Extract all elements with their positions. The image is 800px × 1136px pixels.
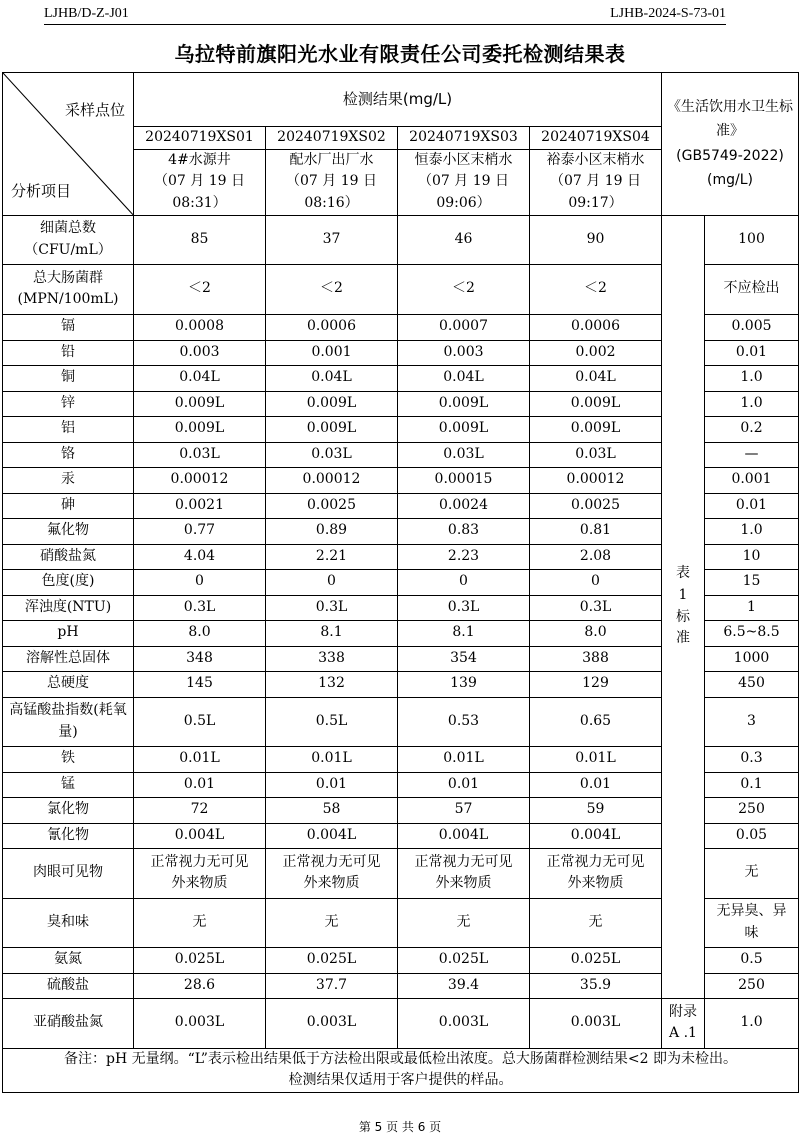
notes-row xyxy=(3,1048,799,1092)
result-value: 0.003 xyxy=(398,340,530,365)
result-value: 0 xyxy=(134,569,266,595)
parameter-name: 溶解性总固体 xyxy=(3,646,134,671)
standard-limit: 10 xyxy=(705,544,799,569)
result-value: 0.025L xyxy=(134,947,266,973)
parameter-name: 铝 xyxy=(3,416,134,442)
result-value: 正常视力无可见外来物质 xyxy=(134,848,266,898)
result-value: 0.5L xyxy=(134,697,266,746)
sample-site-cell xyxy=(398,149,530,215)
result-value: 39.4 xyxy=(398,973,530,998)
parameter-name: 亚硝酸盐氮 xyxy=(3,998,134,1048)
result-value: 0.77 xyxy=(134,518,266,544)
standard-limit: 0.5 xyxy=(705,947,799,973)
standard-limit: 15 xyxy=(705,569,799,595)
sample-time: （07 月 19 日 08:16） xyxy=(286,173,377,212)
result-value: 0.009L xyxy=(530,391,662,416)
standard-limit: 250 xyxy=(705,797,799,823)
result-value: 0.01 xyxy=(266,772,398,797)
result-value: 0.0008 xyxy=(134,314,266,340)
standard-header: 《生活饮用水卫生标准》 (GB5749-2022) (mg/L) xyxy=(662,73,799,216)
sample-site-cell xyxy=(530,149,662,215)
result-value: 145 xyxy=(134,671,266,697)
result-value: 0.03L xyxy=(530,442,662,467)
parameter-name: 肉眼可见物 xyxy=(3,848,134,898)
standard-limit: 0.01 xyxy=(705,340,799,365)
result-value: 正常视力无可见外来物质 xyxy=(266,848,398,898)
result-value: 0.002 xyxy=(530,340,662,365)
result-value: 0.004L xyxy=(398,823,530,848)
parameter-name: 汞 xyxy=(3,467,134,493)
result-value: ＜2 xyxy=(134,264,266,314)
parameter-name: 色度(度) xyxy=(3,569,134,595)
result-value: 4.04 xyxy=(134,544,266,569)
parameter-name: 浑浊度(NTU) xyxy=(3,595,134,620)
result-value: 无 xyxy=(530,898,662,947)
result-value: 0.004L xyxy=(266,823,398,848)
result-value: 0.3L xyxy=(266,595,398,620)
result-value: 139 xyxy=(398,671,530,697)
result-value: 0.009L xyxy=(134,391,266,416)
sample-time: （07 月 19 日 09:06） xyxy=(418,173,509,212)
sample-id: 20240719XS01 xyxy=(134,127,266,150)
standard-limit: 1.0 xyxy=(705,365,799,391)
standard-limit: 0.05 xyxy=(705,823,799,848)
parameter-name: 氨氮 xyxy=(3,947,134,973)
result-value: 0.01 xyxy=(398,772,530,797)
sample-site-cell xyxy=(134,149,266,215)
parameter-name: 臭和味 xyxy=(3,898,134,947)
result-value: 59 xyxy=(530,797,662,823)
result-value: 90 xyxy=(530,215,662,264)
standard-limit: — xyxy=(705,442,799,467)
analysis-item-label: 分析项目 xyxy=(11,181,72,200)
result-value: 0.04L xyxy=(266,365,398,391)
result-value: 0.0021 xyxy=(134,493,266,518)
result-value: 无 xyxy=(398,898,530,947)
report-number: LJHB-2024-S-73-01 xyxy=(610,6,726,21)
result-value: 0.025L xyxy=(530,947,662,973)
result-value: 85 xyxy=(134,215,266,264)
standard-limit: 100 xyxy=(705,215,799,264)
result-value: 0.025L xyxy=(266,947,398,973)
sample-id: 20240719XS04 xyxy=(530,127,662,150)
result-value: 0.003L xyxy=(398,998,530,1048)
parameter-name: 锌 xyxy=(3,391,134,416)
result-value: 0.00012 xyxy=(134,467,266,493)
result-value: 0.01L xyxy=(134,746,266,772)
parameter-name: 总大肠菌群(MPN/100mL) xyxy=(3,264,134,314)
standard-limit: 6.5~8.5 xyxy=(705,620,799,646)
parameter-name: 锰 xyxy=(3,772,134,797)
result-value: ＜2 xyxy=(530,264,662,314)
result-value: 0.0007 xyxy=(398,314,530,340)
standard-limit: 1 xyxy=(705,595,799,620)
note-line: 备注：pH 无量纲。“L”表示检出结果低于方法检出限或最低检出浓度。总大肠菌群检测结果<2 即为未检出。 xyxy=(64,1050,737,1067)
result-value: 0.00012 xyxy=(266,467,398,493)
result-value: 72 xyxy=(134,797,266,823)
parameter-name: 铜 xyxy=(3,365,134,391)
result-value: 0.001 xyxy=(266,340,398,365)
standard-limit: 1.0 xyxy=(705,998,799,1048)
parameter-name: 细菌总数（CFU/mL） xyxy=(3,215,134,264)
sampling-site-label: 采样点位 xyxy=(64,101,125,119)
result-value: 0.5L xyxy=(266,697,398,746)
result-value: 129 xyxy=(530,671,662,697)
result-value: 2.23 xyxy=(398,544,530,569)
parameter-name: 硝酸盐氮 xyxy=(3,544,134,569)
standard-limit: 250 xyxy=(705,973,799,998)
result-value: 0.0006 xyxy=(266,314,398,340)
standard-limit: 3 xyxy=(705,697,799,746)
result-value: 无 xyxy=(266,898,398,947)
result-value: 0.65 xyxy=(530,697,662,746)
standard-limit: 0.01 xyxy=(705,493,799,518)
result-value: 0.04L xyxy=(134,365,266,391)
result-value: 0.03L xyxy=(134,442,266,467)
result-value: 0.83 xyxy=(398,518,530,544)
parameter-name: pH xyxy=(3,620,134,646)
diagonal-header-cell xyxy=(3,73,134,216)
result-value: 0.009L xyxy=(530,416,662,442)
result-value: 0.0025 xyxy=(266,493,398,518)
parameter-name: 铅 xyxy=(3,340,134,365)
sample-site: 4#水源井 xyxy=(168,151,231,168)
result-value: 8.1 xyxy=(398,620,530,646)
standard-reference: 表 1 标准 xyxy=(662,215,705,998)
result-value: 0.003 xyxy=(134,340,266,365)
result-value: 0.004L xyxy=(134,823,266,848)
result-value: ＜2 xyxy=(266,264,398,314)
standard-limit: 450 xyxy=(705,671,799,697)
standard-reference-appendix: 附录 A .1 xyxy=(662,998,705,1048)
result-value: 0.00015 xyxy=(398,467,530,493)
result-value: 0.0025 xyxy=(530,493,662,518)
result-value: 0.89 xyxy=(266,518,398,544)
sample-time: （07 月 19 日 08:31） xyxy=(154,173,245,212)
parameter-name: 总硬度 xyxy=(3,671,134,697)
result-value: 0.04L xyxy=(398,365,530,391)
result-value: 0 xyxy=(530,569,662,595)
result-value: 354 xyxy=(398,646,530,671)
result-value: 0.003L xyxy=(134,998,266,1048)
standard-limit: 0.001 xyxy=(705,467,799,493)
standard-limit: 无异臭、异味 xyxy=(705,898,799,947)
result-value: 58 xyxy=(266,797,398,823)
standard-limit: 无 xyxy=(705,848,799,898)
result-value: 0.025L xyxy=(398,947,530,973)
result-value: 0.01L xyxy=(530,746,662,772)
result-value: 2.21 xyxy=(266,544,398,569)
result-value: 132 xyxy=(266,671,398,697)
standard-limit: 1.0 xyxy=(705,391,799,416)
result-value: 0.003L xyxy=(266,998,398,1048)
standard-limit: 1.0 xyxy=(705,518,799,544)
result-value: ＜2 xyxy=(398,264,530,314)
result-value: 0.3L xyxy=(398,595,530,620)
result-value: 8.0 xyxy=(134,620,266,646)
sample-site: 恒泰小区末梢水 xyxy=(414,151,513,168)
result-value: 0.01L xyxy=(398,746,530,772)
result-value: 0.01L xyxy=(266,746,398,772)
header-rule xyxy=(44,24,726,25)
result-value: 0.0006 xyxy=(530,314,662,340)
result-value: 0.3L xyxy=(134,595,266,620)
parameter-name: 铬 xyxy=(3,442,134,467)
parameter-name: 硫酸盐 xyxy=(3,973,134,998)
result-value: 无 xyxy=(134,898,266,947)
result-value: 0.009L xyxy=(266,391,398,416)
result-value: 388 xyxy=(530,646,662,671)
result-value: 338 xyxy=(266,646,398,671)
parameter-name: 铁 xyxy=(3,746,134,772)
sample-site: 裕泰小区末梢水 xyxy=(546,151,645,168)
result-value: 37 xyxy=(266,215,398,264)
result-value: 57 xyxy=(398,797,530,823)
parameter-name: 镉 xyxy=(3,314,134,340)
standard-limit: 不应检出 xyxy=(705,264,799,314)
result-value: 28.6 xyxy=(134,973,266,998)
standard-limit: 0.2 xyxy=(705,416,799,442)
result-value: 0.3L xyxy=(530,595,662,620)
result-value: 0.03L xyxy=(266,442,398,467)
page-title: 乌拉特前旗阳光水业有限责任公司委托检测结果表 xyxy=(174,42,626,66)
parameter-name: 高锰酸盐指数(耗氧量) xyxy=(3,697,134,746)
parameter-name: 砷 xyxy=(3,493,134,518)
sample-id: 20240719XS03 xyxy=(398,127,530,150)
standard-limit: 1000 xyxy=(705,646,799,671)
standard-limit: 0.005 xyxy=(705,314,799,340)
note-line: 检测结果仅适用于客户提供的样品。 xyxy=(288,1072,513,1089)
result-value: 正常视力无可见外来物质 xyxy=(530,848,662,898)
result-value: 0.01 xyxy=(530,772,662,797)
result-value: 348 xyxy=(134,646,266,671)
result-value: 正常视力无可见外来物质 xyxy=(398,848,530,898)
table-row xyxy=(3,998,799,1048)
result-value: 0.003L xyxy=(530,998,662,1048)
result-value: 37.7 xyxy=(266,973,398,998)
result-value: 0.009L xyxy=(398,416,530,442)
sample-time: （07 月 19 日 09:17） xyxy=(550,173,641,212)
result-value: 0.00012 xyxy=(530,467,662,493)
result-value: 0.04L xyxy=(530,365,662,391)
parameter-name: 氟化物 xyxy=(3,518,134,544)
result-value: 46 xyxy=(398,215,530,264)
results-table xyxy=(2,72,799,1093)
result-value: 8.0 xyxy=(530,620,662,646)
result-value: 0.81 xyxy=(530,518,662,544)
standard-limit: 0.1 xyxy=(705,772,799,797)
sample-site-cell xyxy=(266,149,398,215)
result-value: 35.9 xyxy=(530,973,662,998)
result-value: 2.08 xyxy=(530,544,662,569)
result-value: 0.03L xyxy=(398,442,530,467)
result-value: 0 xyxy=(266,569,398,595)
doc-code: LJHB/D-Z-J01 xyxy=(44,6,129,21)
result-value: 0.009L xyxy=(398,391,530,416)
result-value: 8.1 xyxy=(266,620,398,646)
standard-limit: 0.3 xyxy=(705,746,799,772)
page-footer: 第 5 页 共 6 页 xyxy=(358,1120,442,1134)
sample-site: 配水厂出厂水 xyxy=(289,151,374,168)
result-value: 0.01 xyxy=(134,772,266,797)
result-value: 0.0024 xyxy=(398,493,530,518)
result-value: 0.53 xyxy=(398,697,530,746)
sample-id: 20240719XS02 xyxy=(266,127,398,150)
result-value: 0.009L xyxy=(134,416,266,442)
result-value: 0.009L xyxy=(266,416,398,442)
notes-cell xyxy=(3,1048,799,1092)
table-row xyxy=(3,215,799,264)
result-value: 0 xyxy=(398,569,530,595)
results-header: 检测结果(mg/L) xyxy=(134,73,662,127)
parameter-name: 氯化物 xyxy=(3,797,134,823)
result-value: 0.004L xyxy=(530,823,662,848)
parameter-name: 氰化物 xyxy=(3,823,134,848)
